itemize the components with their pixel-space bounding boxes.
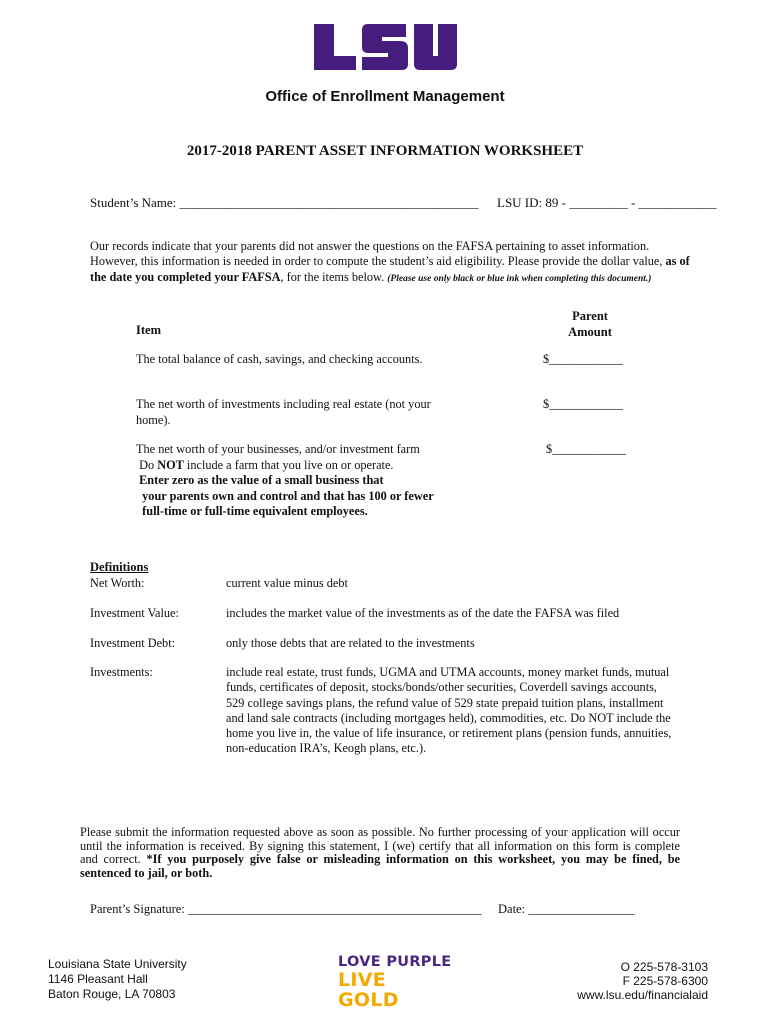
amount-header-line1: Parent: [572, 309, 608, 323]
cash-savings-amount-field[interactable]: $____________: [543, 352, 623, 366]
worksheet-title: 2017-2018 PARENT ASSET INFORMATION WORKSHEET: [186, 143, 584, 159]
amount-header-line2: Amount: [568, 325, 612, 339]
certification-paragraph: [80, 826, 680, 880]
item-column-header: Item: [136, 323, 161, 337]
love-purple-live-gold-logo: [338, 954, 452, 1010]
footer-contact: [540, 960, 708, 1002]
footer-address: [48, 957, 187, 1002]
date-field[interactable]: Date: _________________: [498, 902, 635, 916]
definitions-heading: Definitions: [90, 560, 149, 574]
intro-paragraph: [90, 239, 690, 287]
address-line: 1146 Pleasant Hall: [48, 972, 148, 986]
address-line: Louisiana State University: [48, 957, 187, 971]
amount-column-header: [560, 308, 620, 340]
investments-item: The net worth of investments including real estate (not your home).: [136, 397, 431, 427]
business-line-3: Enter zero as the value of a small business that: [139, 473, 384, 487]
intro-bold-text: as of the date you completed your FAFSA: [90, 254, 690, 284]
ink-note: (Please use only black or blue ink when completing this document.): [387, 273, 652, 284]
slogan-line-purple: LOVE PURPLE: [338, 954, 452, 970]
lsu-id-field[interactable]: LSU ID: 89 - _________ - ____________: [497, 195, 717, 210]
definition-description: includes the market value of the investments as of the date the FAFSA was filed: [226, 606, 620, 620]
lsu-logo: [312, 22, 458, 72]
definition-description: only those debts that are related to the investments: [226, 636, 475, 650]
business-line-1: The net worth of your businesses, and/or investment farm: [136, 442, 420, 456]
slogan-line-gold: LIVE GOLD: [338, 969, 399, 1011]
investments-amount-field[interactable]: $____________: [543, 397, 623, 411]
intro-text: Our records indicate that your parents did not answer the questions on the FAFSA pertaining to asset information. However, this information is needed in order to compute the student’s aid eligibility. Please provide the dollar value,: [90, 239, 666, 269]
certification-text: Please submit the information requested above as soon as possible. No further processing of your application will occur until the information is received. By signing this statement, I (we) certify that all information on this form is complete and correct.: [80, 825, 680, 866]
business-line-5: full-time or full-time equivalent employees.: [142, 504, 368, 518]
office-title: Office of Enrollment Management: [265, 88, 505, 105]
definition-term: Net Worth:: [90, 576, 145, 590]
penalty-warning: *If you purposely give false or misleading information on this worksheet, you may be fined, be sentenced to jail, or both.: [80, 852, 680, 880]
intro-text-2: , for the items below.: [280, 269, 388, 284]
business-amount-field[interactable]: $____________: [546, 442, 626, 456]
business-line-2: Do NOT include a farm that you live on or operate.: [139, 457, 394, 472]
cash-savings-item: The total balance of cash, savings, and checking accounts.: [136, 352, 423, 366]
definition-term: Investment Value:: [90, 606, 179, 620]
definition-term: Investment Debt:: [90, 636, 176, 650]
business-line-4: your parents own and control and that has 100 or fewer: [142, 488, 434, 503]
address-line: Baton Rouge, LA 70803: [48, 987, 176, 1001]
office-phone: O 225-578-3103: [620, 960, 708, 974]
website-link[interactable]: www.lsu.edu/financialaid: [577, 988, 708, 1002]
definition-description: include real estate, trust funds, UGMA and UTMA accounts, money market funds, mutual funds, certificates of deposit, stocks/bonds/other securities, Coverdell savings accounts, 529 college savings plans, the refund value of 529 state prepaid tuition plans, installment and land sale contracts (including mortgages held), commodities, etc. Do NOT include the home you live in, the value of life insurance, or retirement plans (pension funds, annuities, non-education IRA’s, Keogh plans, etc.).: [226, 665, 672, 756]
definition-description: current value minus debt: [226, 576, 348, 590]
fax-number: F 225-578-6300: [622, 974, 708, 988]
definition-term: Investments:: [90, 665, 153, 679]
student-name-field[interactable]: Student’s Name: ______________________________________________: [90, 195, 479, 210]
business-farm-item: [136, 442, 466, 520]
parent-signature-field[interactable]: Parent’s Signature: _______________________________________________: [90, 902, 482, 916]
